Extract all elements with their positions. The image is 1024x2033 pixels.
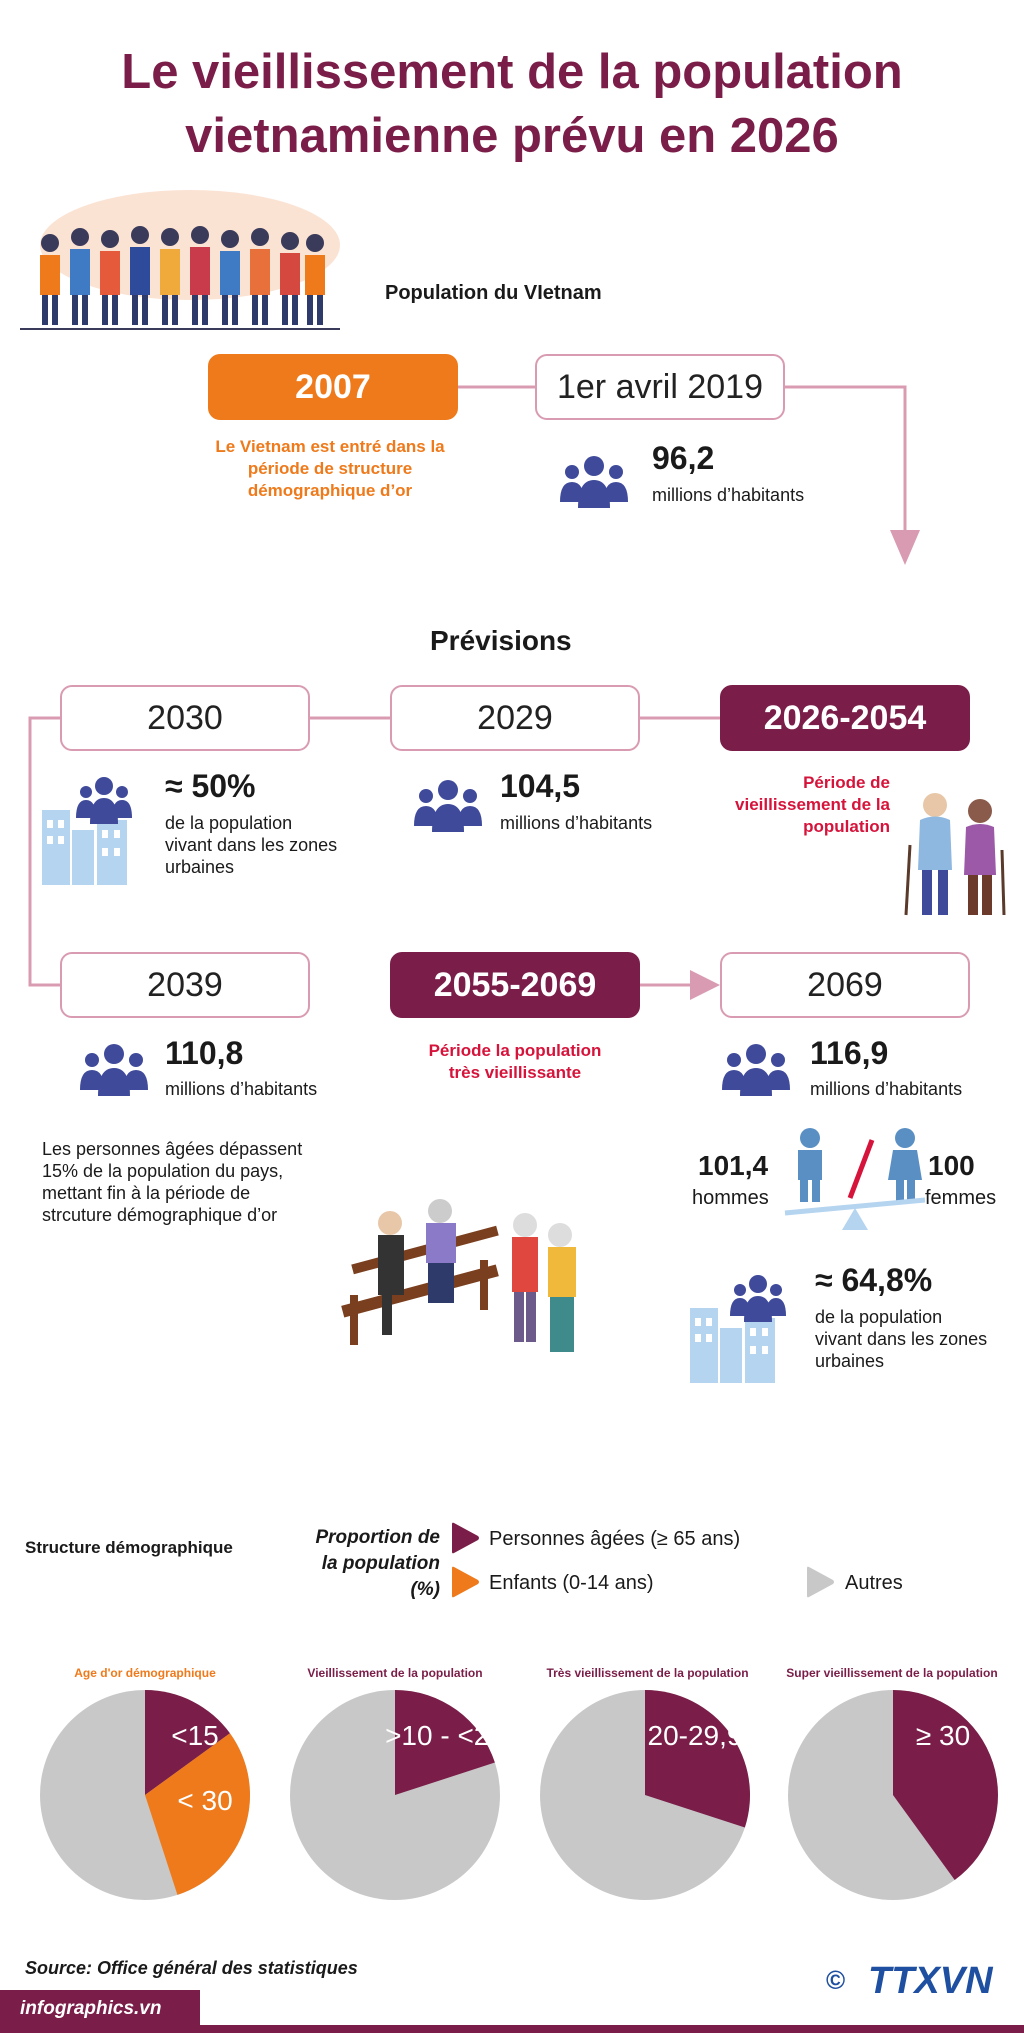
text-2026-line-1: Période de: [803, 773, 890, 792]
elderly-couple-icon: [900, 785, 1010, 925]
text-2026-2054: [700, 772, 890, 838]
legend-swatches: [450, 1522, 480, 1612]
people-icon: [720, 1040, 792, 1102]
elderly-text-line-3: mettant fin à la période de: [42, 1183, 251, 1203]
unit-2069: millions d’habitants: [810, 1079, 963, 1099]
pie-charts: [0, 1680, 1024, 1920]
structure-label: Structure démographique: [25, 1538, 233, 1557]
value-2069: 116,9: [810, 1035, 889, 1071]
urban-text-line-2: vivant dans les zones: [815, 1329, 988, 1349]
elderly-text-line-2: 15% de la population du pays,: [42, 1161, 284, 1181]
text-2007: [190, 436, 470, 502]
unit-2029: millions d’habitants: [500, 813, 653, 833]
pie-title-3: Très vieillissement de la population: [546, 1666, 749, 1680]
legend-swatch-children: [452, 1567, 479, 1598]
text-2055-line-1: Période la population: [428, 1041, 602, 1060]
elderly-text-line-1: Les personnes âgées dépassent: [42, 1139, 303, 1159]
text-2007-line-1: Le Vietnam est entré dans la: [215, 437, 445, 456]
timeline-box-2019: 1er avril 2019: [535, 354, 785, 420]
people-icon: [78, 1040, 150, 1102]
timeline-box-2026-2054: 2026-2054: [720, 685, 970, 751]
text-2030-line-3: urbaines: [165, 857, 235, 877]
gender-balance-icon: [780, 1118, 930, 1238]
source-text: Source: Office général des statistiques: [25, 1958, 358, 1978]
legend-children-label: Enfants (0-14 ans): [489, 1572, 654, 1594]
timeline-box-2030: 2030: [60, 685, 310, 751]
text-2030-line-2: vivant dans les zones: [165, 835, 338, 855]
city-people-icon: [42, 770, 142, 890]
text-2007-line-2: période de structure: [247, 459, 413, 478]
pie-elderly-label: <15: [171, 1720, 219, 1751]
urban-text-line-3: urbaines: [815, 1351, 885, 1371]
men-label: hommes: [692, 1187, 769, 1209]
timeline-box-2069: 2069: [720, 952, 970, 1018]
text-2055-2069: [390, 1040, 640, 1084]
women-label: femmes: [925, 1187, 997, 1209]
pie-elderly-label: >10 - <20: [385, 1720, 505, 1751]
proportion-label: [298, 1525, 440, 1603]
people-icon: [412, 776, 484, 838]
population-label: Population du VIetnam: [385, 282, 602, 304]
timeline-box-2029: 2029: [390, 685, 640, 751]
unit-2039: millions d’habitants: [165, 1079, 318, 1099]
proportion-line-3: (%): [410, 1579, 440, 1600]
footer-line: [200, 2025, 1024, 2033]
people-icon: [558, 452, 630, 514]
legend-swatch-elderly: [452, 1523, 479, 1554]
urban-value: ≈ 64,8%: [815, 1262, 933, 1298]
text-2026-line-3: population: [803, 817, 890, 836]
timeline-box-2055-2069: 2055-2069: [390, 952, 640, 1018]
proportion-line-2: la population: [321, 1553, 440, 1574]
previsions-heading: Prévisions: [430, 625, 572, 656]
copyright-icon: ©: [826, 1965, 846, 1995]
value-2029: 104,5: [500, 768, 581, 804]
pie-elderly-label: ≥ 30: [915, 1720, 971, 1751]
proportion-line-1: Proportion de: [315, 1527, 440, 1548]
timeline-box-2007: 2007: [208, 354, 458, 420]
unit-2019: millions d’habitants: [652, 485, 805, 505]
text-2026-line-2: vieillissement de la: [735, 795, 890, 814]
text-2030: [165, 812, 337, 878]
text-2055-line-2: très vieillissante: [448, 1063, 582, 1082]
urban-text: [815, 1306, 987, 1372]
pie-title-1: Age d'or démographique: [74, 1666, 216, 1680]
footer-site: infographics.vn: [20, 1998, 162, 2019]
legend-elderly-label: Personnes âgées (≥ 65 ans): [489, 1528, 741, 1550]
urban-text-line-1: de la population: [815, 1307, 943, 1327]
women-value: 100: [928, 1150, 975, 1181]
pie-title-4: Super vieillissement de la population: [786, 1666, 998, 1680]
text-2007-line-3: démographique d’or: [247, 481, 413, 500]
pie-title-2: Vieillissement de la population: [307, 1666, 483, 1680]
title-line-1: Le vieillissement de la population: [121, 45, 903, 99]
pie-children-label: < 30: [177, 1785, 233, 1816]
ttxvn-logo: TTXVN: [868, 1960, 993, 2002]
value-2019: 96,2: [652, 440, 715, 476]
title-line-2: vietnamienne prévu en 2026: [185, 109, 839, 163]
legend-others-label: Autres: [845, 1572, 903, 1594]
elderly-text-line-4: strcuture démographique d’or: [42, 1205, 278, 1225]
pie-elderly-label: 20-29,9: [647, 1720, 743, 1751]
elderly-text: [42, 1138, 302, 1226]
timeline-box-2039: 2039: [60, 952, 310, 1018]
value-2030: ≈ 50%: [165, 768, 256, 804]
footer-bar: [0, 1990, 200, 2033]
men-value: 101,4: [698, 1150, 769, 1181]
legend-swatch-others: [805, 1566, 835, 1602]
text-2030-line-1: de la population: [165, 813, 293, 833]
city-people-icon: [690, 1268, 800, 1383]
elderly-on-bench-illustration: [330, 1195, 610, 1395]
value-2039: 110,8: [165, 1035, 244, 1071]
